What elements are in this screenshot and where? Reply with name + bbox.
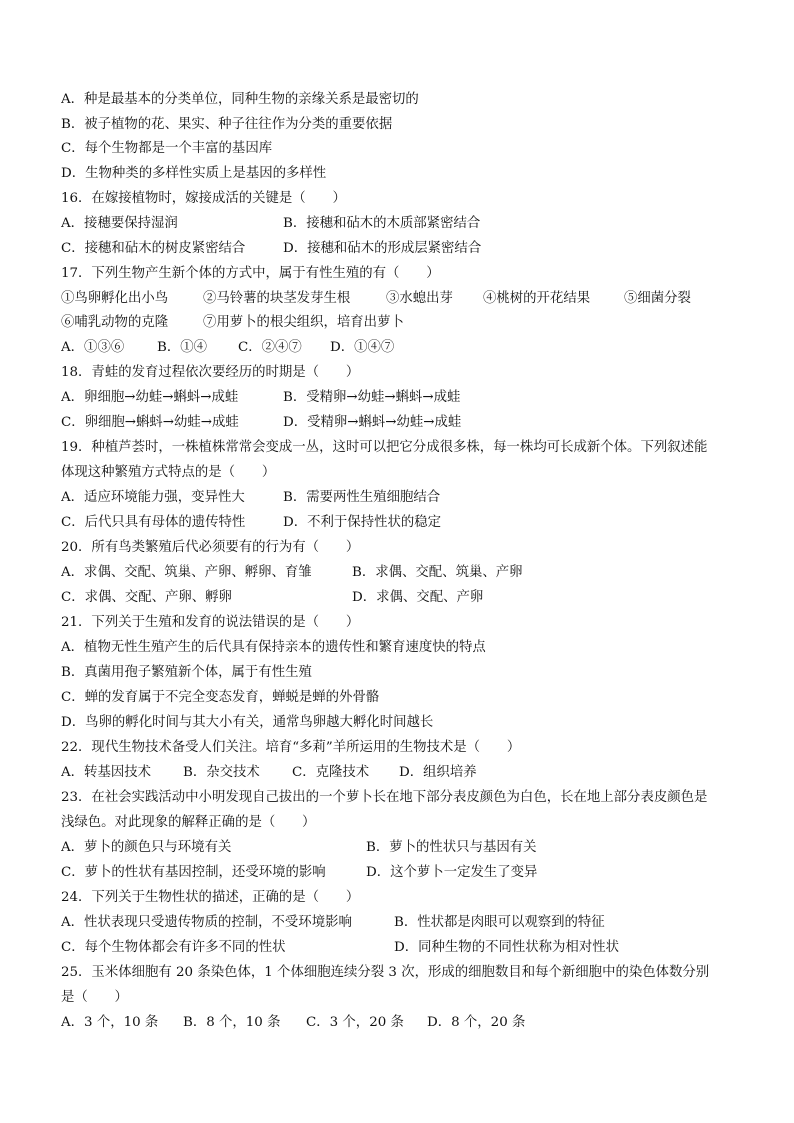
q20-options-row-2 [61, 586, 736, 610]
q19-option-d: D．不利于保持性状的稳定 [283, 515, 442, 530]
q17-items-row-1 [61, 287, 736, 311]
q15-option-c: C．每个生物都是一个丰富的基因库 [61, 141, 273, 156]
q25-option-a: A．3 个，10 条 [61, 1015, 159, 1030]
q20-stem: 20．所有鸟类繁殖后代必须要有的行为有（ ） [61, 540, 360, 555]
q19-options-row-2 [61, 511, 736, 535]
q18-option-c: C．卵细胞→蝌蚪→幼蛙→成蛙 [61, 415, 239, 430]
q15-option-a: A．种是最基本的分类单位，同种生物的亲缘关系是最密切的 [61, 92, 419, 107]
q23-options-row-1 [61, 836, 736, 860]
q18-option-d: D．受精卵→蝌蚪→幼蛙→成蛙 [283, 415, 462, 430]
q21-option-b: B．真菌用孢子繁殖新个体，属于有性生殖 [61, 665, 312, 680]
q23-option-d: D．这个萝卜一定发生了变异 [366, 865, 538, 880]
q19-option-b: B．需要两性生殖细胞结合 [283, 490, 441, 505]
q15-option-b: B．被子植物的花、果实、种子往往作为分类的重要依据 [61, 117, 393, 132]
q24-option-b: B．性状都是肉眼可以观察到的特征 [394, 915, 605, 930]
q24-stem: 24．下列关于生物性状的描述，正确的是（ ） [61, 890, 360, 905]
q17-item-6: ⑥哺乳动物的克隆 [61, 315, 169, 330]
q18-stem: 18．青蛙的发育过程依次要经历的时期是（ ） [61, 365, 360, 380]
q23-option-b: B．萝卜的性状只与基因有关 [366, 840, 537, 855]
q17-option-b: B．①④ [157, 340, 208, 355]
q17-item-3: ③水螅出芽 [386, 291, 453, 306]
q23-stem-line-2: 浅绿色。对此现象的解释正确的是（ ） [61, 815, 316, 830]
q17-option-a: A．①③⑥ [61, 340, 125, 355]
q17-stem: 17．下列生物产生新个体的方式中，属于有性生殖的有（ ） [61, 266, 440, 281]
q19-stem-line-1: 19．种植芦荟时，一株植株常常会变成一丛，这时可以把它分成很多株，每一株均可长成新个体。下列叙述能 [61, 440, 708, 455]
q17-options [61, 336, 736, 360]
q17-items-row-2 [61, 311, 736, 335]
q22-option-a: A．转基因技术 [61, 765, 152, 780]
q16-option-c: C．接穗和砧木的树皮紧密结合 [61, 241, 246, 256]
q23-options-row-2 [61, 861, 736, 885]
q18-option-b: B．受精卵→幼蛙→蝌蚪→成蛙 [283, 390, 461, 405]
q25-stem-line-2: 是（ ） [61, 990, 128, 1005]
q24-option-c: C．每个生物体都会有许多不同的性状 [61, 940, 286, 955]
q25-option-d: D．8 个，20 条 [427, 1015, 526, 1030]
q24-options-row-1 [61, 911, 736, 935]
q22-option-b: B．杂交技术 [183, 765, 260, 780]
q21-stem: 21．下列关于生殖和发育的说法错误的是（ ） [61, 615, 360, 630]
q18-options-row-1 [61, 386, 736, 410]
q24-options-row-2 [61, 936, 736, 960]
q16-options-row-1 [61, 212, 736, 236]
q20-option-a: A．求偶、交配、筑巢、产卵、孵卵、育雏 [61, 565, 312, 580]
q23-option-a: A．萝卜的颜色只与环境有关 [61, 840, 232, 855]
q16-options-row-2 [61, 237, 736, 261]
q21-option-c: C．蝉的发育属于不完全变态发育，蝉蜕是蝉的外骨骼 [61, 690, 380, 705]
q17-option-c: C．②④⑦ [238, 340, 302, 355]
q23-option-c: C．萝卜的性状有基因控制，还受环境的影响 [61, 865, 326, 880]
q15-option-d: D．生物种类的多样性实质上是基因的多样性 [61, 166, 327, 181]
q25-option-c: C．3 个，20 条 [306, 1015, 404, 1030]
q18-options-row-2 [61, 411, 736, 435]
q20-option-d: D．求偶、交配、产卵 [352, 590, 484, 605]
q25-option-b: B．8 个，10 条 [183, 1015, 281, 1030]
q19-options-row-1 [61, 486, 736, 510]
q17-option-d: D．①④⑦ [330, 340, 395, 355]
q22-option-c: C．克隆技术 [292, 765, 370, 780]
q22-options [61, 761, 736, 785]
q21-option-a: A．植物无性生殖产生的后代具有保持亲本的遗传性和繁育速度快的特点 [61, 640, 486, 655]
q21-option-d: D．鸟卵的孵化时间与其大小有关，通常鸟卵越大孵化时间越长 [61, 715, 434, 730]
q17-item-7: ⑦用萝卜的根尖组织，培育出萝卜 [203, 315, 404, 330]
q19-option-c: C．后代只具有母体的遗传特性 [61, 515, 246, 530]
q17-item-5: ⑤细菌分裂 [624, 291, 691, 306]
q16-stem: 16．在嫁接植物时，嫁接成活的关键是（ ） [61, 191, 346, 206]
q20-option-b: B．求偶、交配、筑巢、产卵 [352, 565, 523, 580]
q17-item-4: ④桃树的开花结果 [483, 291, 591, 306]
q19-stem-line-2: 体现这种繁殖方式特点的是（ ） [61, 465, 276, 480]
q17-item-1: ①鸟卵孵化出小鸟 [61, 291, 169, 306]
q16-option-d: D．接穗和砧木的形成层紧密结合 [283, 241, 482, 256]
q24-option-d: D．同种生物的不同性状称为相对性状 [394, 940, 619, 955]
q25-stem-line-1: 25．玉米体细胞有 20 条染色体，1 个体细胞连续分裂 3 次，形成的细胞数目和每个新细胞中的染色体数分别 [61, 965, 710, 980]
q24-option-a: A．性状表现只受遗传物质的控制，不受环境影响 [61, 915, 352, 930]
q25-options [61, 1011, 736, 1035]
q16-option-b: B．接穗和砧木的木质部紧密结合 [283, 216, 481, 231]
q22-option-d: D．组织培养 [399, 765, 477, 780]
q16-option-a: A．接穗要保持湿润 [61, 216, 178, 231]
q19-option-a: A．适应环境能力强，变异性大 [61, 490, 245, 505]
q18-option-a: A．卵细胞→幼蛙→蝌蚪→成蛙 [61, 390, 239, 405]
q17-item-2: ②马铃薯的块茎发芽生根 [203, 291, 351, 306]
q23-stem-line-1: 23．在社会实践活动中小明发现自己拔出的一个萝卜长在地下部分表皮颜色为白色，长在地上部分表皮颜色是 [61, 790, 708, 805]
q20-options-row-1 [61, 561, 736, 585]
q22-stem: 22．现代生物技术备受人们关注。培育“多莉”羊所运用的生物技术是（ ） [61, 740, 521, 755]
q20-option-c: C．求偶、交配、产卵、孵卵 [61, 590, 232, 605]
